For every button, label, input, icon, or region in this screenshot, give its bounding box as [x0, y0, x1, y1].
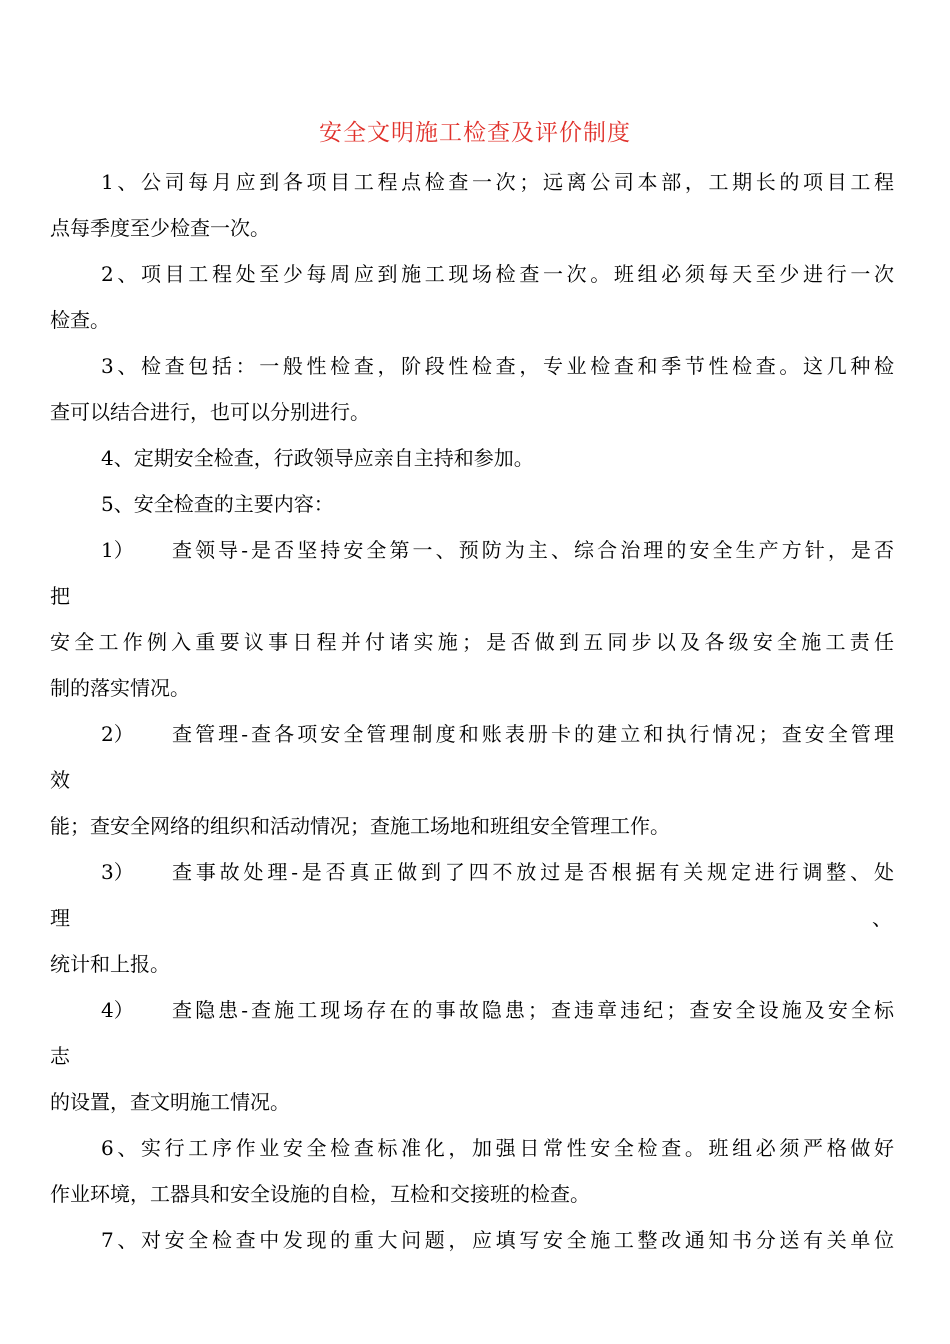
item-4-line-3: 的设置，查文明施工情况。: [50, 1090, 290, 1114]
item-1-line-4: 制的落实情况。: [50, 676, 190, 700]
paragraph-5: 5、安全检查的主要内容：: [101, 492, 334, 516]
item-2-number: 2）: [101, 722, 134, 746]
item-3-trailing-comma: 、: [872, 906, 892, 930]
paragraph-2-line-1: 2、项目工程处至少每周应到施工现场检查一次。班组必须每天至少进行一次: [101, 262, 894, 286]
item-3-line-1: 查事故处理-是否真正做到了四不放过是否根据有关规定进行调整、处: [172, 860, 894, 884]
item-2-line-1: 查管理-查各项安全管理制度和账表册卡的建立和执行情况；查安全管理: [172, 722, 894, 746]
paragraph-6-line-1: 6、实行工序作业安全检查标准化，加强日常性安全检查。班组必须严格做好: [101, 1136, 894, 1160]
paragraph-4: 4、定期安全检查，行政领导应亲自主持和参加。: [101, 446, 534, 470]
item-1-line-1: 查领导-是否坚持安全第一、预防为主、综合治理的安全生产方针，是否: [172, 538, 894, 562]
item-4-line-1: 查隐患-查施工现场存在的事故隐患；查违章违纪；查安全设施及安全标: [172, 998, 894, 1022]
item-1-line-2: 把: [50, 584, 70, 608]
item-1-number: 1）: [101, 538, 134, 562]
paragraph-3-line-1: 3、检查包括：一般性检查，阶段性检查，专业检查和季节性检查。这几种检: [101, 354, 894, 378]
paragraph-3-line-2: 查可以结合进行，也可以分别进行。: [50, 400, 370, 424]
document-title: 安全文明施工检查及评价制度: [319, 120, 631, 146]
item-3-number: 3）: [101, 860, 134, 884]
item-2-line-2: 效: [50, 768, 70, 792]
paragraph-2-line-2: 检查。: [50, 308, 110, 332]
item-3-line-2: 理: [50, 906, 70, 930]
item-4-number: 4）: [101, 998, 134, 1022]
item-2-line-3: 能；查安全网络的组织和活动情况；查施工场地和班组安全管理工作。: [50, 814, 670, 838]
paragraph-1-line-1: 1、公司每月应到各项目工程点检查一次；远离公司本部，工期长的项目工程: [101, 170, 894, 194]
item-3-line-3: 统计和上报。: [50, 952, 170, 976]
item-1-line-3: 安全工作例入重要议事日程并付诸实施；是否做到五同步以及各级安全施工责任: [50, 630, 894, 654]
paragraph-6-line-2: 作业环境，工器具和安全设施的自检，互检和交接班的检查。: [50, 1182, 590, 1206]
paragraph-1-line-2: 点每季度至少检查一次。: [50, 216, 270, 240]
item-4-line-2: 志: [50, 1044, 70, 1068]
paragraph-7-line-1: 7、对安全检查中发现的重大问题，应填写安全施工整改通知书分送有关单位: [101, 1228, 894, 1252]
